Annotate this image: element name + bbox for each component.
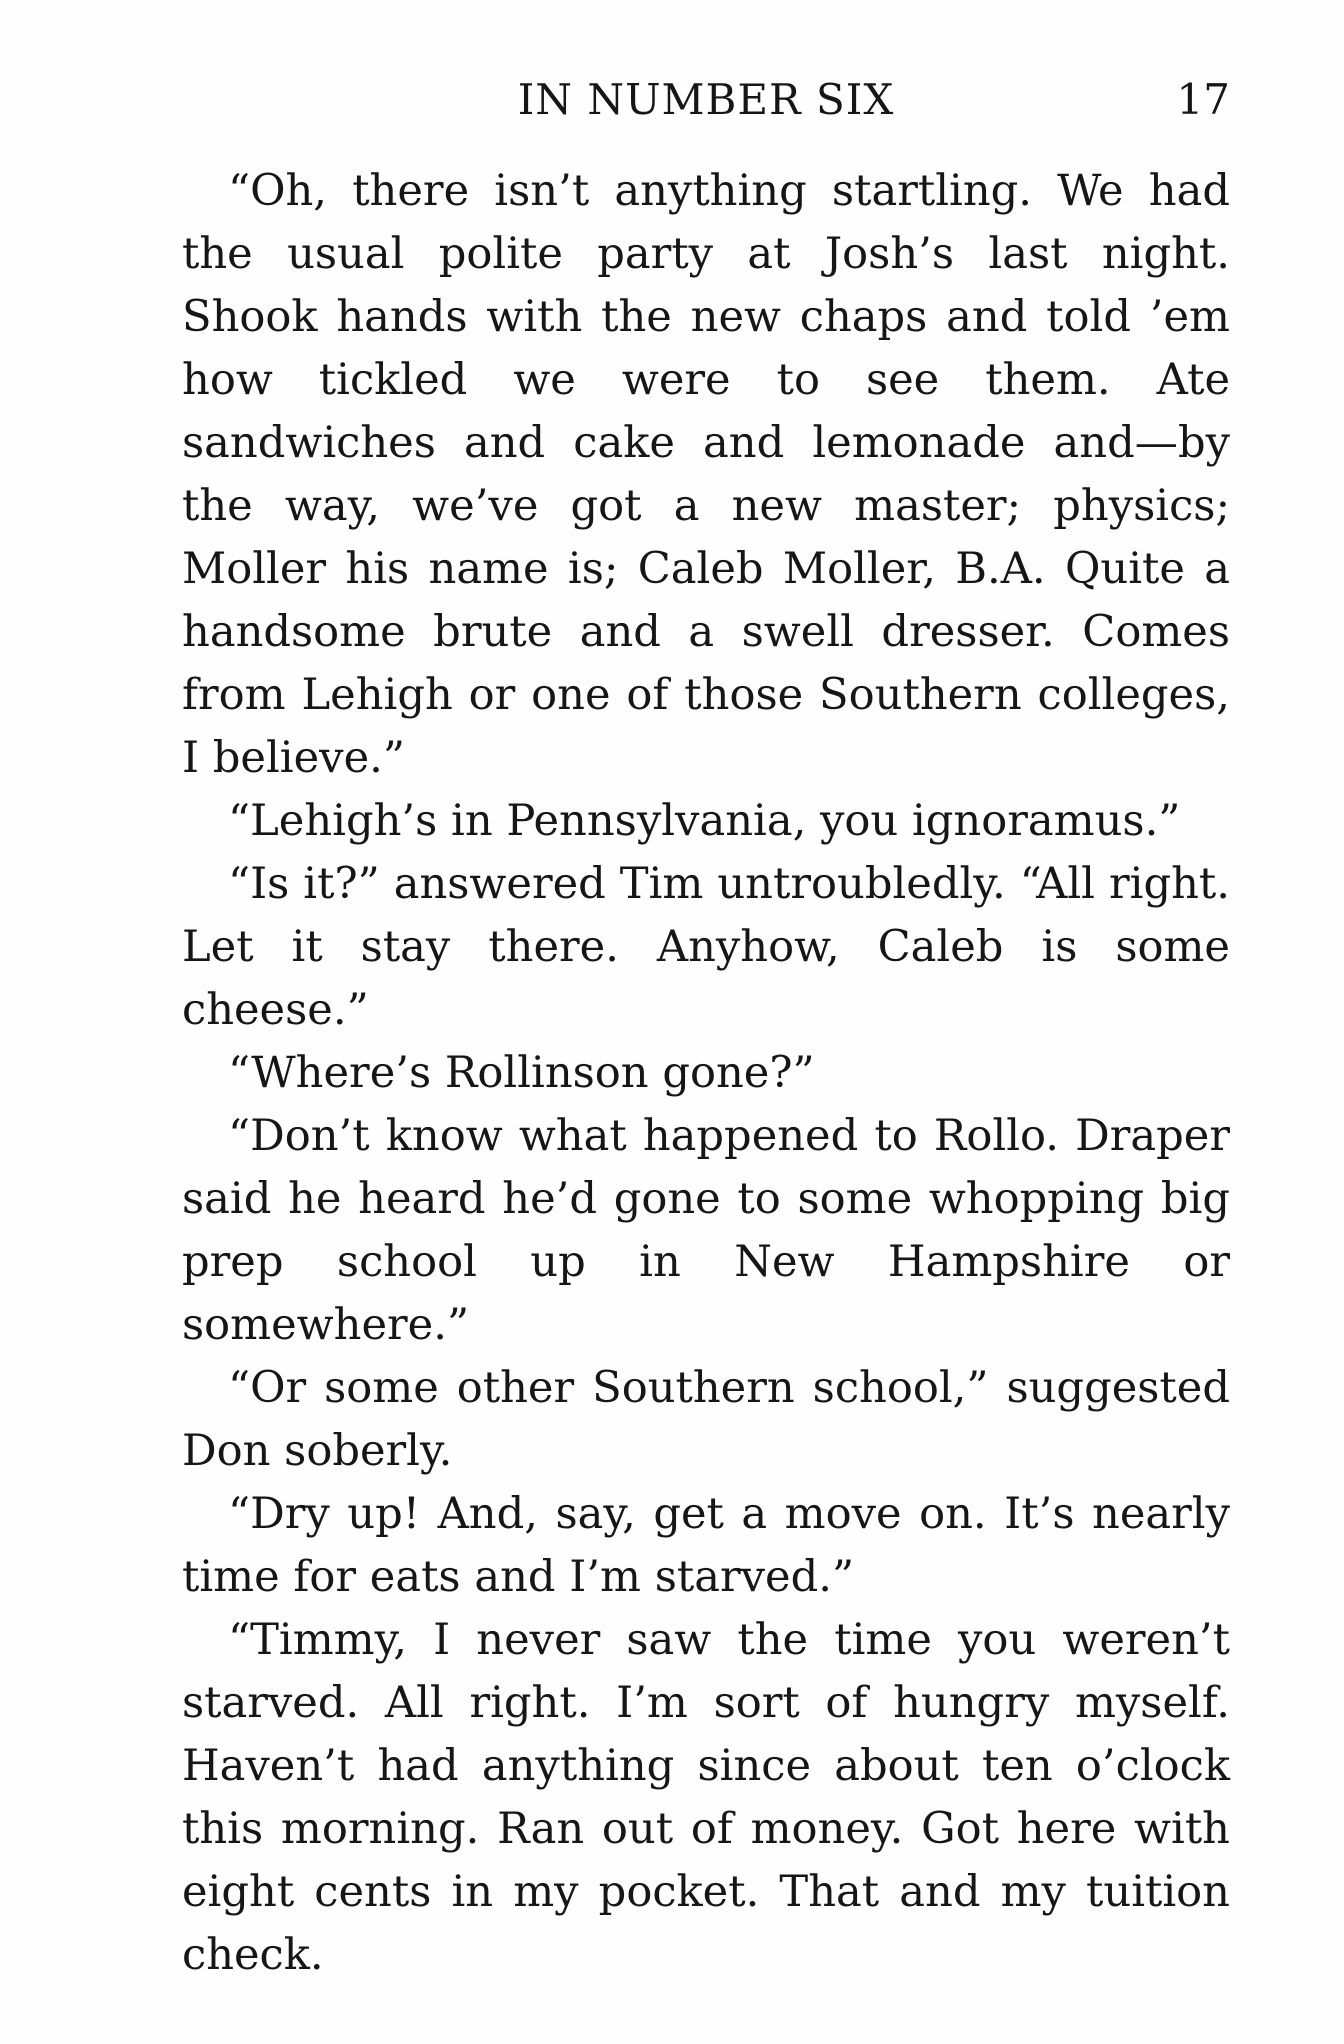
paragraph: “Lehigh’s in Pennsylvania, you ignoramus.” <box>228 796 1181 846</box>
paragraph: “Or some other Southern school,” suggested Don soberly. <box>182 1363 1230 1476</box>
running-head <box>182 74 1230 126</box>
paragraph: “Don’t know what happened to Rollo. Draper said he heard he’d gone to some whopping big prep school up in New Hampshire or somewhere.” <box>182 1111 1230 1350</box>
body-text <box>182 160 1230 1987</box>
paragraph: “Where’s Rollinson gone?” <box>228 1048 815 1098</box>
paragraph: “Dry up! And, say, get a move on. It’s nearly time for eats and I’m starved.” <box>182 1489 1230 1602</box>
page-number: 17 <box>1176 75 1230 124</box>
paragraph: “Timmy, I never saw the time you weren’t starved. All right. I’m sort of hungry myself. Haven’t had anything since about ten o’clock this morning. Ran out of money. Got here with eight cents in my pocket. That and my tuition check. <box>182 1615 1230 1980</box>
running-title: IN NUMBER SIX <box>517 75 895 124</box>
paragraph: “Oh, there isn’t anything startling. We had the usual polite party at Josh’s last night. Shook hands with the new chaps and told ’em how tickled we were to see them. Ate sandwiches and cake and lemonade and—by the way, we’ve got a new master; physics; Moller his name is; Caleb Moller, B.A. Quite a handsome brute and a swell dresser. Comes from Lehigh or one of those Southern colleges, I believe.” <box>182 166 1230 783</box>
paragraph: “Is it?” answered Tim untroubledly. “All right. Let it stay there. Anyhow, Caleb is some cheese.” <box>182 859 1230 1035</box>
